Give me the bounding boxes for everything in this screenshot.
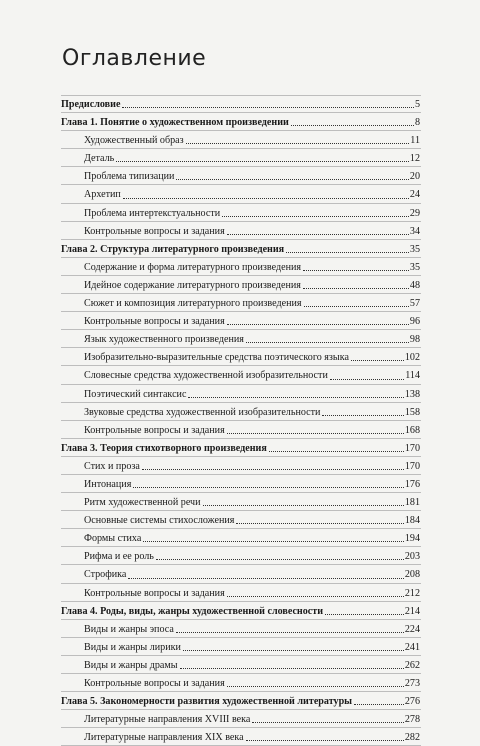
dot-leader	[116, 161, 409, 162]
toc-entry-page-number: 224	[404, 623, 420, 635]
dot-leader	[203, 505, 404, 506]
page-title: Оглавление	[62, 46, 207, 71]
toc-section-entry[interactable]	[61, 547, 421, 565]
dot-leader	[176, 632, 404, 633]
toc-entry-page-number: 96	[409, 316, 420, 328]
dot-leader	[123, 198, 409, 199]
toc-entry-label: Контрольные вопросы и задания	[84, 678, 225, 689]
toc-section-entry[interactable]	[61, 584, 421, 602]
dot-leader	[133, 487, 404, 488]
dot-leader	[286, 252, 409, 253]
toc-entry-page-number: 276	[404, 696, 420, 708]
toc-section-entry[interactable]	[61, 204, 421, 222]
toc-entry-page-number: 35	[409, 243, 420, 255]
dot-leader	[325, 614, 404, 615]
toc-entry-page-number: 48	[409, 279, 420, 291]
toc-entry-label: Изобразительно-выразительные средства поэтического языка	[84, 352, 349, 364]
toc-entry-page-number: 181	[404, 497, 420, 509]
toc-entry-label: Идейное содержание литературного произведения	[84, 279, 301, 291]
toc-section-entry[interactable]	[61, 511, 421, 529]
dot-leader	[227, 433, 404, 434]
toc-entry-label: Глава 2. Структура литературного произведения	[61, 243, 285, 255]
toc-entry-page-number: 170	[404, 442, 420, 454]
toc-entry-label: Контрольные вопросы и задания	[84, 424, 225, 436]
dot-leader	[322, 415, 403, 416]
toc-entry-page-number: 278	[404, 714, 420, 726]
table-of-contents	[61, 95, 421, 746]
dot-leader	[156, 559, 404, 560]
dot-leader	[222, 216, 409, 217]
toc-section-entry[interactable]	[61, 348, 421, 366]
dot-leader	[291, 125, 414, 126]
dot-leader	[246, 342, 409, 343]
dot-leader	[227, 686, 404, 687]
toc-entry-page-number: 212	[404, 587, 420, 599]
toc-entry-label: Контрольные вопросы и задания	[84, 587, 225, 599]
toc-entry-label: Художественный образ	[84, 135, 184, 147]
toc-chapter-entry[interactable]	[61, 602, 421, 620]
toc-entry-page-number: 11	[410, 135, 420, 147]
toc-chapter-entry[interactable]	[61, 240, 421, 258]
dot-leader	[269, 451, 404, 452]
toc-entry-label: Проблема интертекстуальности	[84, 207, 221, 219]
toc-entry-page-number: 29	[409, 207, 420, 219]
dot-leader	[128, 578, 403, 579]
toc-section-entry[interactable]	[61, 258, 421, 276]
toc-entry-page-number: 158	[404, 406, 420, 418]
dot-leader	[330, 379, 404, 380]
toc-entry-label: Архетип	[84, 189, 121, 201]
toc-entry-page-number: 184	[404, 515, 420, 527]
dot-leader	[183, 650, 404, 651]
dot-leader	[186, 143, 410, 144]
toc-section-entry[interactable]	[61, 656, 421, 674]
toc-entry-page-number: 102	[404, 352, 420, 364]
toc-section-entry[interactable]	[61, 728, 421, 746]
dot-leader	[227, 324, 409, 325]
dot-leader	[351, 360, 404, 361]
toc-entry-label: Язык художественного произведения	[84, 334, 244, 346]
toc-entry-page-number: 170	[404, 460, 420, 472]
toc-entry-label: Виды и жанры драмы	[84, 659, 178, 671]
dot-leader	[143, 541, 404, 542]
toc-section-entry[interactable]	[61, 457, 421, 475]
toc-section-entry[interactable]	[61, 385, 421, 403]
toc-entry-label: Контрольные вопросы и задания	[84, 316, 225, 328]
toc-entry-label: Виды и жанры эпоса	[84, 623, 174, 635]
dot-leader	[303, 270, 409, 271]
dot-leader	[246, 740, 404, 741]
dot-leader	[252, 722, 403, 723]
dot-leader	[176, 179, 409, 180]
toc-entry-label: Звуковые средства художественной изобразительности	[84, 406, 321, 418]
toc-section-entry[interactable]	[61, 421, 421, 439]
toc-entry-label: Глава 3. Теория стихотворного произведения	[61, 442, 267, 454]
toc-chapter-entry[interactable]	[61, 692, 421, 710]
toc-entry-page-number: 12	[409, 153, 420, 165]
toc-entry-page-number: 241	[404, 641, 420, 653]
toc-entry-label: Основные системы стихосложения	[84, 515, 235, 527]
toc-section-entry[interactable]	[61, 529, 421, 547]
toc-section-entry[interactable]	[61, 149, 421, 167]
toc-section-entry[interactable]	[61, 710, 421, 728]
toc-entry-label: Интонация	[84, 478, 132, 490]
dot-leader	[180, 668, 404, 669]
toc-entry-page-number: 24	[409, 189, 420, 201]
toc-entry-label: Контрольные вопросы и задания	[84, 225, 225, 237]
toc-entry-label: Деталь	[84, 153, 115, 165]
toc-entry-page-number: 262	[404, 659, 420, 671]
toc-section-entry[interactable]	[61, 366, 421, 384]
dot-leader	[236, 523, 403, 524]
toc-entry-page-number: 34	[409, 225, 420, 237]
toc-entry-label: Содержание и форма литературного произведения	[84, 261, 302, 273]
toc-entry-label: Словесные средства художественной изобразительности	[84, 370, 328, 382]
toc-entry-label: Рифма и ее роль	[84, 551, 154, 563]
toc-section-entry[interactable]	[61, 330, 421, 348]
toc-entry-label: Сюжет и композиция литературного произведения	[84, 298, 302, 310]
toc-entry-page-number: 214	[404, 605, 420, 617]
toc-chapter-entry[interactable]	[61, 95, 421, 113]
toc-section-entry[interactable]	[61, 565, 421, 583]
toc-entry-page-number: 168	[404, 424, 420, 436]
toc-entry-page-number: 138	[404, 388, 420, 400]
toc-entry-page-number: 203	[404, 551, 420, 563]
toc-entry-label: Глава 1. Понятие о художественном произведении	[61, 117, 289, 129]
toc-entry-page-number: 176	[404, 478, 420, 490]
toc-section-entry[interactable]	[61, 620, 421, 638]
dot-leader	[227, 234, 409, 235]
dot-leader	[354, 704, 404, 705]
toc-entry-label: Глава 4. Роды, виды, жанры художественной словесности	[61, 605, 324, 617]
toc-section-entry[interactable]	[61, 312, 421, 330]
toc-entry-page-number: 208	[404, 569, 420, 581]
dot-leader	[303, 288, 409, 289]
toc-entry-page-number: 20	[409, 171, 420, 183]
toc-section-entry[interactable]	[61, 276, 421, 294]
dot-leader	[304, 306, 409, 307]
toc-entry-label: Литературные направления XIX века	[84, 732, 244, 744]
toc-entry-label: Строфика	[84, 569, 127, 581]
toc-entry-page-number: 194	[404, 533, 420, 545]
dot-leader	[227, 596, 404, 597]
toc-entry-page-number: 8	[414, 117, 420, 129]
toc-chapter-entry[interactable]	[61, 439, 421, 457]
toc-entry-page-number: 98	[409, 334, 420, 346]
toc-entry-label: Поэтический синтаксис	[84, 388, 187, 400]
toc-section-entry[interactable]	[61, 475, 421, 493]
toc-entry-label: Глава 5. Закономерности развития художественной литературы	[61, 696, 353, 708]
toc-section-entry[interactable]	[61, 167, 421, 185]
toc-entry-label: Виды и жанры лирики	[84, 641, 181, 653]
toc-section-entry[interactable]	[61, 403, 421, 421]
toc-section-entry[interactable]	[61, 222, 421, 240]
toc-section-entry[interactable]	[61, 131, 421, 149]
toc-entry-page-number: 282	[404, 732, 420, 744]
toc-entry-label: Формы стиха	[84, 533, 142, 545]
toc-entry-page-number: 57	[409, 298, 420, 310]
toc-entry-label: Стих и проза	[84, 460, 140, 472]
toc-entry-page-number: 35	[409, 261, 420, 273]
toc-section-entry[interactable]	[61, 185, 421, 203]
toc-entry-page-number: 114	[405, 370, 420, 382]
dot-leader	[122, 107, 414, 108]
toc-entry-label: Предисловие	[61, 99, 121, 110]
toc-section-entry[interactable]	[61, 638, 421, 656]
toc-entry-label: Проблема типизации	[84, 171, 175, 183]
toc-entry-label: Литературные направления XVIII века	[84, 714, 251, 726]
toc-entry-label: Ритм художественной речи	[84, 497, 201, 509]
toc-section-entry[interactable]	[61, 493, 421, 511]
toc-section-entry[interactable]	[61, 674, 421, 692]
toc-chapter-entry[interactable]	[61, 113, 421, 131]
toc-entry-page-number: 5	[414, 99, 420, 110]
dot-leader	[142, 469, 404, 470]
toc-entry-page-number: 273	[404, 678, 420, 689]
dot-leader	[188, 397, 403, 398]
toc-section-entry[interactable]	[61, 294, 421, 312]
